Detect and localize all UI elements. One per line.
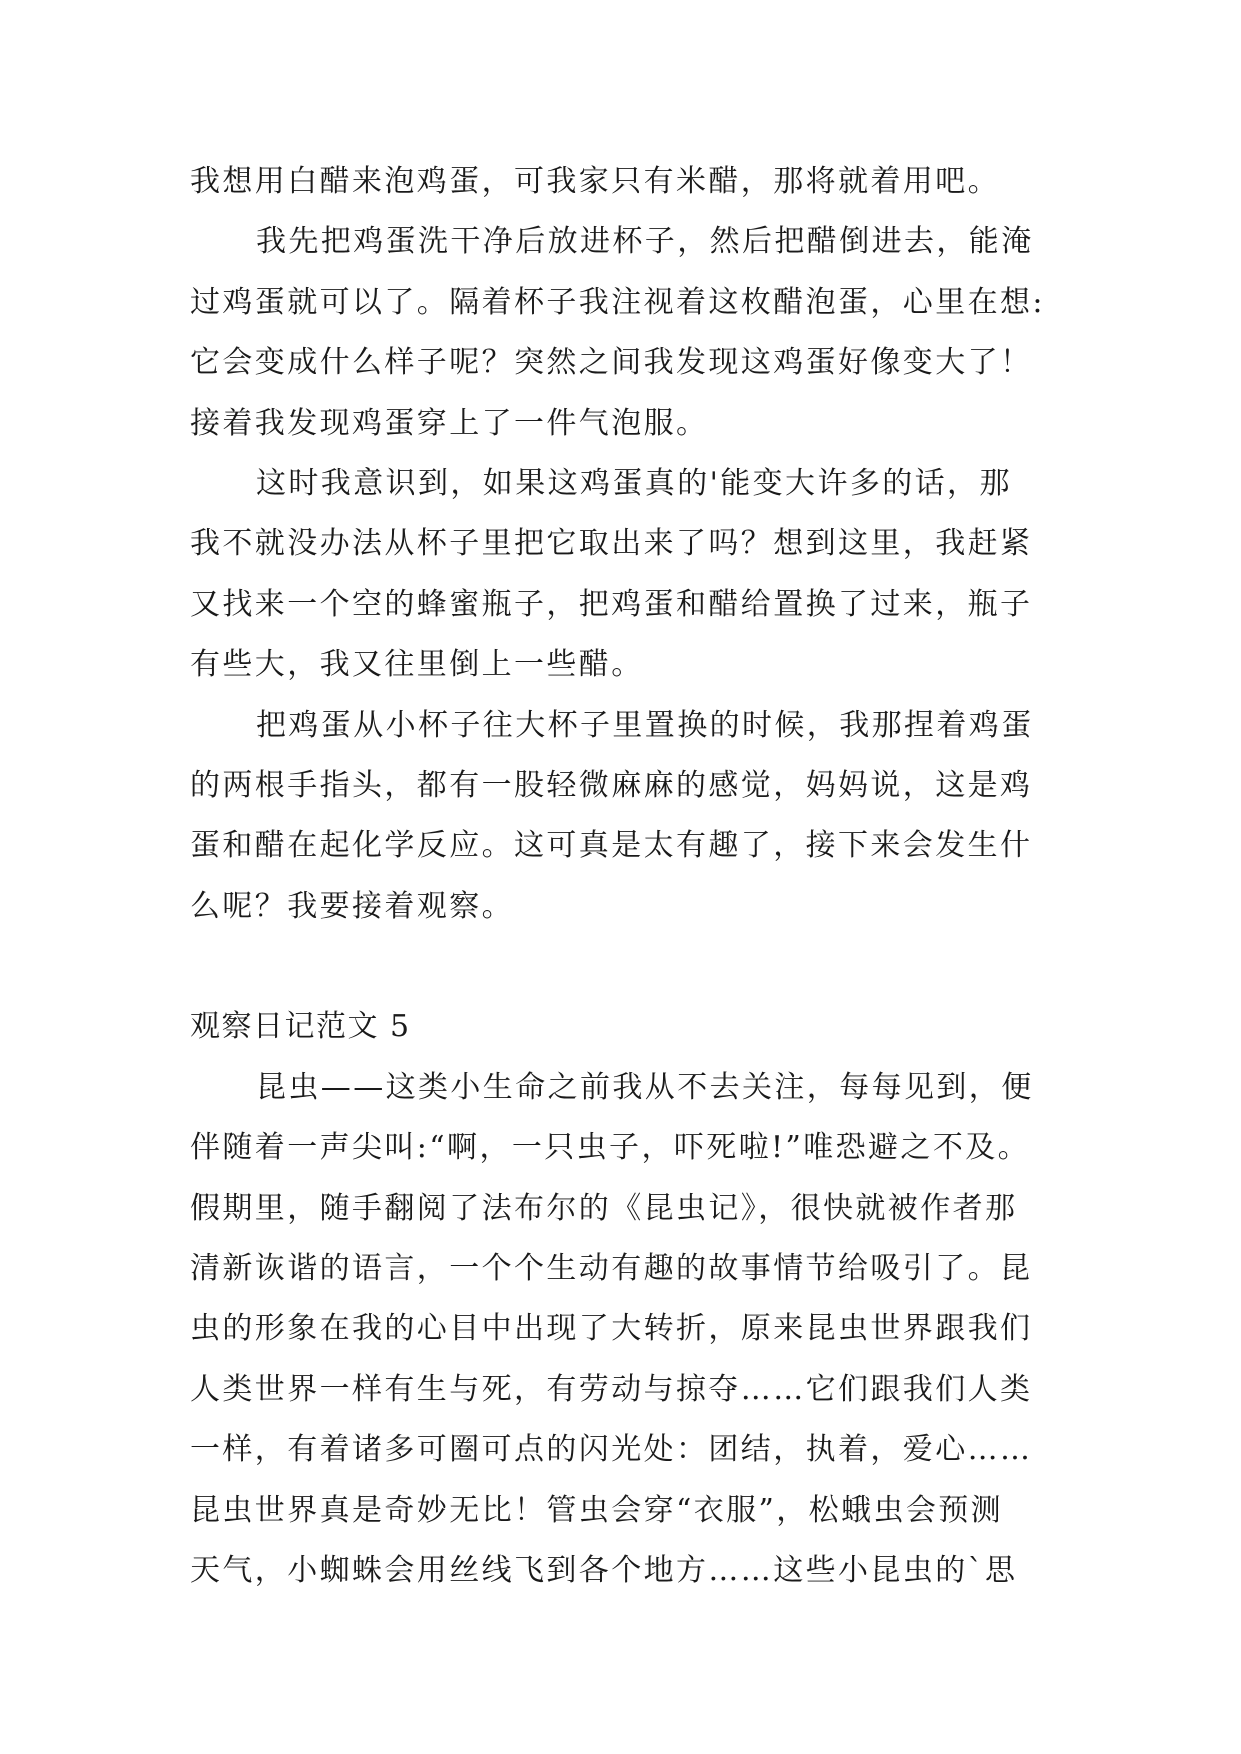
text-line: 人类世界一样有生与死，有劳动与掠夺……它们跟我们人类	[190, 1371, 1033, 1407]
text-line: 过鸡蛋就可以了。隔着杯子我注视着这枚醋泡蛋，心里在想:	[190, 284, 1045, 320]
text-line: 接着我发现鸡蛋穿上了一件气泡服。	[190, 405, 709, 441]
paragraph-start-line: 我先把鸡蛋洗干净后放进杯子，然后把醋倒进去，能淹	[256, 224, 1034, 260]
text-line: 有些大，我又往里倒上一些醋。	[190, 647, 644, 683]
text-line: 我想用白醋来泡鸡蛋，可我家只有米醋，那将就着用吧。	[190, 164, 1000, 199]
text-line: 它会变成什么样子呢？突然之间我发现这鸡蛋好像变大了！	[190, 345, 1033, 381]
text-line: 么呢？我要接着观察。	[190, 888, 514, 924]
paragraph-start-line: 昆虫——这类小生命之前我从不去关注，每每见到，便	[256, 1069, 1034, 1105]
text-line: 又找来一个空的蜂蜜瓶子，把鸡蛋和醋给置换了过来，瓶子	[190, 586, 1033, 622]
text-line: 清新诙谐的语言，一个个生动有趣的故事情节给吸引了。昆	[190, 1251, 1033, 1287]
text-line: 的两根手指头，都有一股轻微麻麻的感觉，妈妈说，这是鸡	[190, 767, 1033, 803]
text-line: 伴随着一声尖叫:“啊，一只虫子，吓死啦!”唯恐避之不及。	[190, 1130, 1031, 1166]
document-body	[190, 152, 1060, 1601]
paragraph-start-line: 这时我意识到，如果这鸡蛋真的'能变大许多的话，那	[256, 465, 1012, 501]
section-gap	[190, 937, 1060, 997]
text-line: 昆虫世界真是奇妙无比！管虫会穿“衣服”，松蛾虫会预测	[190, 1492, 1004, 1528]
paragraph-start-line: 把鸡蛋从小杯子往大杯子里置换的时候，我那捏着鸡蛋	[256, 707, 1034, 743]
text-line: 一样，有着诸多可圈可点的闪光处：团结，执着，爱心……	[190, 1432, 1033, 1468]
text-line: 蛋和醋在起化学反应。这可真是太有趣了，接下来会发生什	[190, 828, 1033, 864]
text-line: 天气，小蜘蛛会用丝线飞到各个地方……这些小昆虫的`思	[190, 1552, 1018, 1588]
text-line: 我不就没办法从杯子里把它取出来了吗？想到这里，我赶紧	[190, 526, 1033, 562]
section-heading: 观察日记范文 5	[190, 1009, 411, 1045]
text-line: 虫的形象在我的心目中出现了大转折，原来昆虫世界跟我们	[190, 1311, 1033, 1347]
text-line: 假期里，随手翻阅了法布尔的《昆虫记》，很快就被作者那	[190, 1190, 1018, 1226]
